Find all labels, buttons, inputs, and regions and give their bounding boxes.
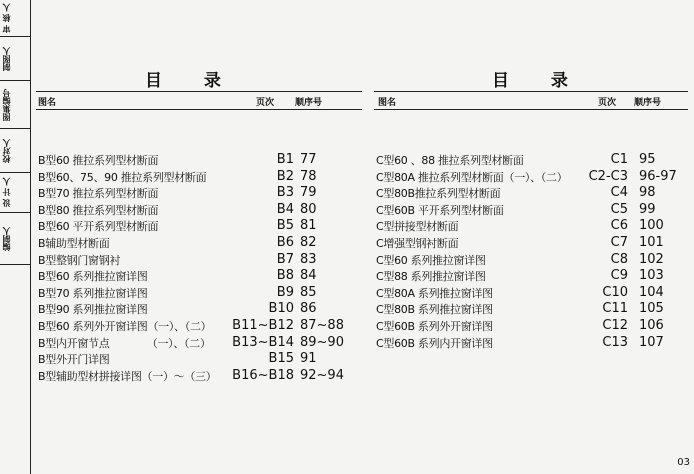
item-title: B型60、75、90 推拉系列型材断面	[38, 170, 207, 184]
sidebar-cell-atlas-number	[0, 80, 30, 129]
item-sequence: 85	[300, 284, 317, 300]
binding-strip	[0, 0, 31, 474]
left-header-bottom-rule	[36, 109, 362, 110]
left-title: 目 录	[145, 71, 239, 91]
item-sequence: 103	[639, 268, 664, 284]
right-header-page: 页次	[598, 98, 617, 108]
sidebar-label: 审 核 人	[2, 3, 11, 33]
item-sequence: 82	[300, 235, 317, 250]
sidebar-cell-reviewer	[0, 0, 30, 37]
item-page: B13~B14	[232, 334, 294, 350]
item-page: B1	[276, 152, 294, 167]
list-item	[38, 318, 358, 334]
item-title: C型60 系列推拉窗详图	[376, 253, 486, 267]
sidebar-cell-compiler	[0, 212, 30, 265]
page-number: 03	[677, 457, 690, 468]
list-item	[376, 152, 688, 168]
right-header-name: 图名	[378, 98, 397, 108]
item-page: B5	[276, 218, 294, 234]
list-item	[38, 185, 358, 201]
list-item	[38, 351, 358, 367]
item-page: B6	[276, 235, 294, 250]
item-title: C型拼接型材断面	[376, 220, 459, 234]
item-title: B型60 系列外开窗详图（一）、（二）	[38, 320, 212, 333]
sidebar-label: 设 计 人	[2, 177, 11, 207]
item-title: B型70 推拉系列型材断面	[38, 187, 159, 201]
item-page: C4	[610, 185, 628, 201]
item-page: C5	[610, 201, 628, 217]
item-title: C型60B 系列外开窗详图	[376, 320, 493, 333]
item-page: C7	[610, 235, 628, 250]
item-page: C9	[610, 268, 628, 284]
list-item	[38, 252, 358, 268]
item-page: C6	[610, 218, 628, 234]
item-page: C13	[602, 334, 628, 350]
item-sequence: 102	[639, 251, 664, 267]
sidebar-cell-drafter	[0, 36, 30, 81]
item-sequence: 98	[639, 185, 656, 201]
item-sequence: 101	[639, 235, 664, 250]
item-title: B型60 平开系列型材断面	[38, 220, 159, 234]
list-item	[376, 218, 688, 234]
list-item	[376, 301, 688, 317]
left-header-name: 图名	[38, 98, 57, 108]
right-header-top-rule	[374, 91, 688, 92]
item-title: B型整钢门窗钢衬	[38, 253, 121, 267]
list-item	[38, 152, 358, 168]
list-item	[38, 368, 358, 384]
list-item	[376, 202, 688, 218]
item-sequence: 81	[300, 218, 317, 234]
sidebar-label: 图集编号	[2, 89, 11, 121]
item-page: B16~B18	[232, 367, 294, 383]
item-sequence: 91	[300, 351, 317, 367]
item-sequence: 86	[300, 301, 317, 317]
list-item	[376, 235, 688, 251]
item-sequence: 96-97	[639, 168, 677, 184]
right-header-seq: 顺序号	[634, 98, 662, 108]
list-item	[38, 301, 358, 317]
item-sequence: 77	[300, 152, 317, 167]
item-page: B4	[276, 201, 294, 217]
item-title: B型辅助型材拼接详图（一）～（三）	[38, 369, 217, 383]
list-item	[38, 218, 358, 234]
item-sequence: 99	[639, 201, 656, 217]
list-item	[376, 285, 688, 301]
item-page: C2-C3	[588, 168, 628, 184]
item-sequence: 106	[639, 318, 664, 333]
item-sequence: 84	[300, 268, 317, 284]
list-item	[38, 169, 358, 185]
list-item	[38, 268, 358, 284]
list-item	[376, 185, 688, 201]
item-sequence: 95	[639, 152, 656, 167]
item-page: C8	[610, 251, 628, 267]
item-title: B辅助型材断面	[38, 237, 110, 250]
item-title: C型80B推拉系列型材断面	[376, 187, 501, 201]
item-page: B2	[276, 168, 294, 184]
list-item	[38, 335, 358, 351]
list-item	[38, 235, 358, 251]
item-sequence: 100	[639, 218, 664, 234]
list-item	[376, 268, 688, 284]
item-page: B11~B12	[232, 318, 294, 333]
item-sequence: 78	[300, 168, 317, 184]
item-sequence: 105	[639, 301, 664, 317]
list-item	[376, 335, 688, 351]
sidebar-label: 编制人	[2, 227, 11, 251]
item-sequence: 79	[300, 185, 317, 201]
item-title: B型60 系列推拉窗详图	[38, 270, 148, 284]
item-sequence: 92~94	[300, 367, 344, 383]
item-title: C型60B 系列内开窗详图	[376, 336, 493, 350]
item-page: B7	[276, 251, 294, 267]
item-sequence: 107	[639, 334, 664, 350]
list-item	[38, 202, 358, 218]
item-title: B型内开窗节点 （一）、（二）	[38, 336, 211, 350]
sidebar-cell-checker	[0, 128, 30, 173]
list-item	[376, 252, 688, 268]
list-item	[376, 169, 688, 185]
list-item	[376, 318, 688, 334]
sidebar-label: 校对人	[2, 139, 11, 163]
item-page: B15	[268, 351, 294, 367]
item-sequence: 104	[639, 284, 664, 300]
left-header-page: 页次	[256, 98, 275, 108]
item-sequence: 83	[300, 251, 317, 267]
sidebar-cell-designer	[0, 172, 30, 213]
item-title: C型60 、88 推拉系列型材断面	[376, 154, 524, 167]
item-sequence: 87~88	[300, 318, 344, 333]
item-title: B型70 系列推拉窗详图	[38, 286, 148, 300]
item-page: C1	[610, 152, 628, 167]
item-title: C型80A 推拉系列型材断面（一）、（二）	[376, 170, 568, 184]
right-title: 目 录	[492, 71, 586, 91]
item-title: B型80 推拉系列型材断面	[38, 203, 159, 217]
left-header-top-rule	[36, 91, 362, 92]
item-page: B3	[276, 185, 294, 201]
item-title: C型88 系列推拉窗详图	[376, 270, 486, 284]
item-title: B型外开门详图	[38, 353, 110, 367]
sidebar-label: 制图人	[2, 47, 11, 71]
item-title: C增强型钢衬断面	[376, 237, 459, 250]
item-sequence: 89~90	[300, 334, 344, 350]
item-page: B10	[268, 301, 294, 317]
item-page: B8	[276, 268, 294, 284]
item-page: C11	[602, 301, 628, 317]
item-title: C型80B 系列推拉窗详图	[376, 303, 493, 317]
left-header-seq: 顺序号	[295, 98, 323, 108]
item-page: C12	[602, 318, 628, 333]
item-sequence: 80	[300, 201, 317, 217]
item-title: C型80A 系列推拉窗详图	[376, 286, 493, 300]
list-item	[38, 285, 358, 301]
item-title: B型60 推拉系列型材断面	[38, 154, 159, 167]
item-title: B型90 系列推拉窗详图	[38, 303, 148, 317]
item-page: C10	[602, 284, 628, 300]
item-page: B9	[276, 284, 294, 300]
right-header-bottom-rule	[374, 109, 688, 110]
item-title: C型60B 平开系列型材断面	[376, 203, 504, 217]
